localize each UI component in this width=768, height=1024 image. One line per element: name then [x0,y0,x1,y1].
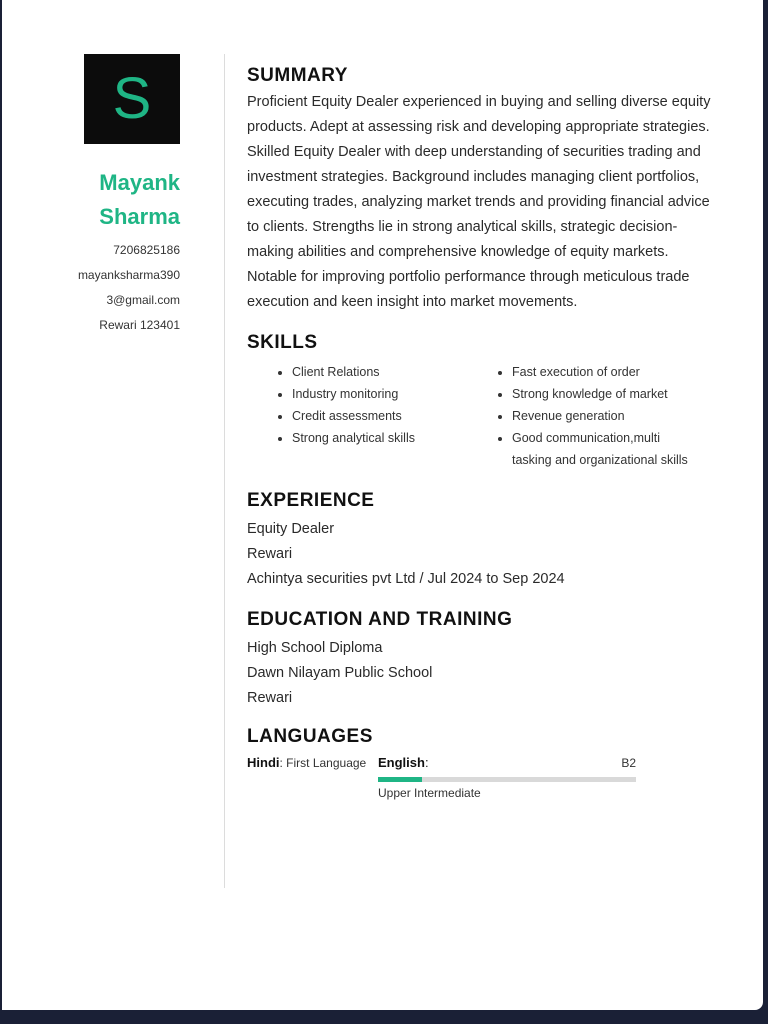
language-english [378,753,636,800]
language-colon: : [424,755,429,770]
email-line-2: 3@gmail.com [106,293,180,307]
last-name: Sharma [99,204,180,229]
summary-paragraph-2: Skilled Equity Dealer with deep understanding of securities trading and investment strategies. Background includes managing client portfolios, executing trades, analyzing market trends and providing financial advice to clients. Strengths lie in strong analytical skills, strategic decision-making abilities and comprehensive knowledge of equity markets. Notable for improving portfolio performance through meticulous trade execution and keen insight into market movements. [247,144,710,310]
phone-number: 7206825186 [113,243,180,257]
main-column [247,62,717,813]
skill-item: • Revenue generation [512,405,702,427]
candidate-name [99,166,180,234]
language-level: : First Language [279,756,367,770]
language-name: Hindi [247,755,280,770]
education-entry [247,636,717,711]
skill-item: • Strong knowledge of market [512,383,702,405]
language-level-description: Upper Intermediate [378,786,481,800]
skill-item: • Credit assessments [292,405,480,427]
skills-column-2 [480,361,702,471]
summary-heading: SUMMARY [247,65,348,86]
summary-paragraph-1: Proficient Equity Dealer experienced in buying and selling diverse equity products. Adept at assessing risk and developing appropriate strategies. [247,94,711,135]
skill-item: • Good communication,multi tasking and organizational skills [512,427,702,471]
education-heading: EDUCATION AND TRAINING [247,609,513,630]
language-proficiency-bar [378,777,636,782]
monogram-initial: S [112,66,152,131]
languages-list [247,753,717,813]
email-line-1: mayanksharma390 [77,268,180,282]
skills-list [247,361,717,471]
language-level-code: B2 [621,756,636,770]
experience-entry [247,517,717,592]
experience-heading: EXPERIENCE [247,490,375,511]
monogram-badge [84,54,180,144]
degree: High School Diploma [247,640,383,656]
school-name: Dawn Nilayam Public School [247,665,433,681]
skills-column-1 [247,361,480,471]
skill-item: • Industry monitoring [292,383,480,405]
language-hindi [247,753,366,773]
first-name: Mayank [99,170,180,195]
language-proficiency-fill [378,777,422,782]
skill-item: • Fast execution of order [512,361,702,383]
address: Rewari 123401 [99,318,180,332]
language-name: English [378,755,425,770]
skill-item: • Client Relations [292,361,480,383]
skill-item: • Strong analytical skills [292,427,480,449]
column-divider [224,54,225,888]
company-and-dates: Achintya securities pvt Ltd / Jul 2024 to Sep 2024 [247,571,565,587]
skills-heading: SKILLS [247,332,318,353]
job-location: Rewari [247,546,293,562]
contact-info [78,238,180,338]
school-location: Rewari [247,690,293,706]
job-title: Equity Dealer [247,521,335,537]
languages-heading: LANGUAGES [247,726,373,747]
